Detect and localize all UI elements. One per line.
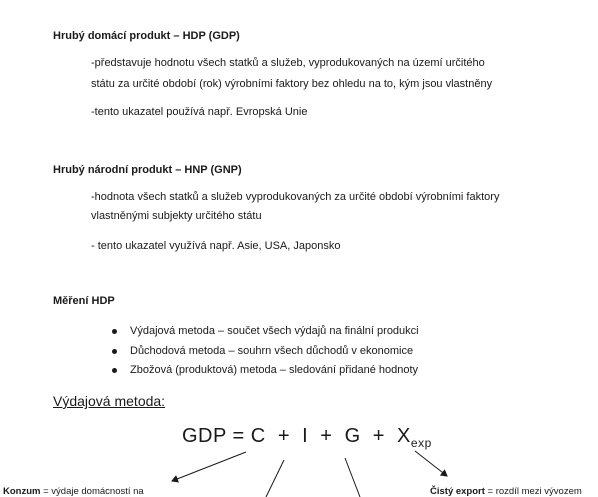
arrow-investment <box>266 460 284 497</box>
arrow-net-export <box>415 451 447 476</box>
arrow-government <box>345 458 360 497</box>
hnp-heading: Hrubý národní produkt – HNP (GNP) <box>53 164 242 176</box>
hdp-heading: Hrubý domácí produkt – HDP (GDP) <box>53 30 240 42</box>
method-label: Důchodová metoda – souhrn všech důchodů v ekonomice <box>130 344 414 357</box>
method-label: Výdajová metoda – součet všech výdajů na finální produkci <box>130 325 419 337</box>
formula-subscript: exp <box>410 436 432 450</box>
hnp-usage-note: - tento ukazatel využívá např. Asie, USA, Japonsko <box>91 240 341 252</box>
net-export-definition: = rozdíl mezi vývozem <box>484 486 582 497</box>
hdp-definition-line-2: státu za určité období (rok) výrobními faktory bez ohledu na to, kým jsou vlastněny <box>91 78 493 90</box>
consumption-definition: = výdaje domácností na <box>40 486 144 497</box>
hnp-definition-line-2: vlastněnými subjekty určitého státu <box>91 210 262 222</box>
arrow-consumption <box>172 452 246 481</box>
hdp-usage-note: -tento ukazatel používá např. Evropská Unie <box>91 106 308 118</box>
consumption-term: Konzum <box>3 486 41 497</box>
formula-main: GDP = C + I + G + X <box>182 425 411 447</box>
mereni-heading: Měření HDP <box>53 295 115 307</box>
net-export-term: Čistý export <box>430 486 485 497</box>
vydajova-heading: Výdajová metoda: <box>53 393 166 409</box>
consumption-label <box>3 486 144 497</box>
hnp-definition-line-1: -hodnota všech statků a služeb vyprodukovaných za určité období výrobními faktory <box>91 191 500 203</box>
method-label: Zbožová (produktová) metoda – sledování přidané hodnoty <box>130 364 419 376</box>
net-export-label <box>430 486 582 497</box>
hdp-definition-line-1: -představuje hodnotu všech statků a služeb, vyprodukovaných na území určitého <box>91 57 485 69</box>
